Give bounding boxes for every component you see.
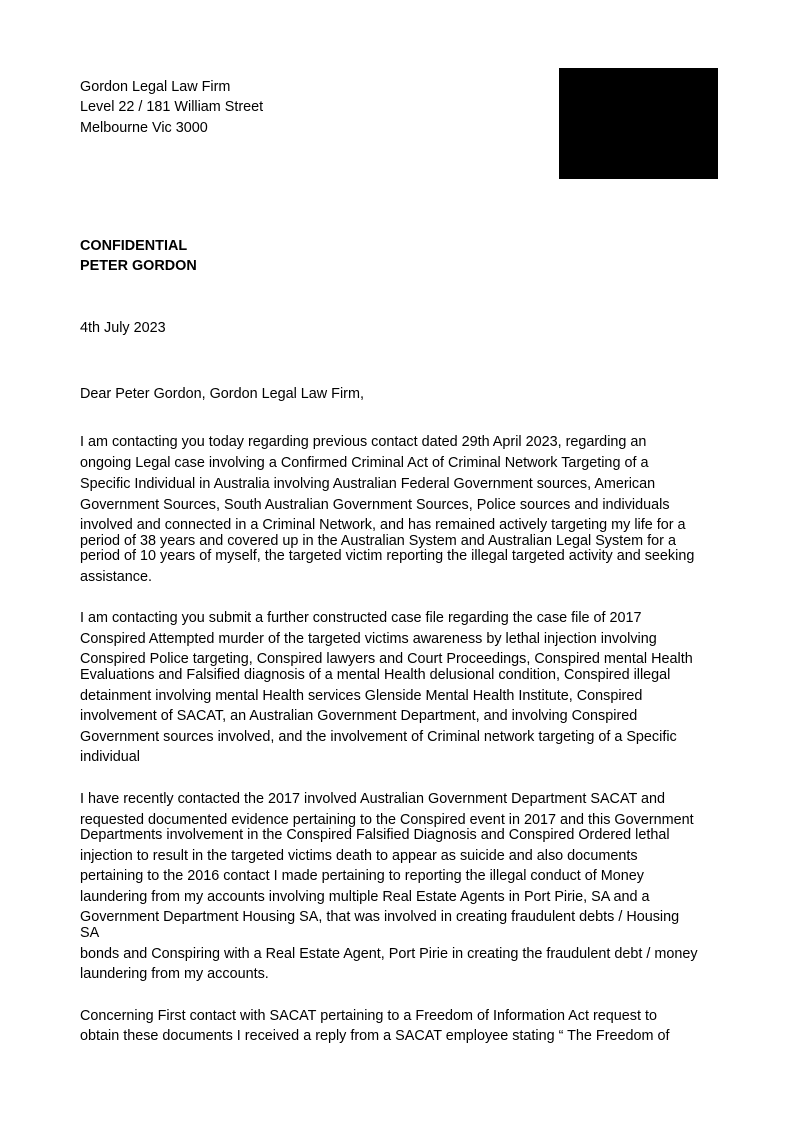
salutation: Dear Peter Gordon, Gordon Legal Law Firm, bbox=[80, 386, 364, 402]
paragraph-line: Government Sources, South Australian Government Sources, Police sources and individuals bbox=[80, 497, 670, 513]
paragraph-line: Government sources involved, and the involvement of Criminal network targeting of a Specific bbox=[80, 729, 677, 745]
paragraph-line: individual bbox=[80, 749, 141, 765]
recipient-address-line-1: Gordon Legal Law Firm bbox=[80, 79, 231, 95]
paragraph-line: laundering from my accounts. bbox=[80, 966, 269, 982]
paragraph-line: I have recently contacted the 2017 involved Australian Government Department SACAT and bbox=[80, 791, 666, 807]
paragraph-line: SA bbox=[80, 925, 100, 941]
paragraph-line: laundering from my accounts involving multiple Real Estate Agents in Port Pirie, SA and a bbox=[80, 889, 650, 905]
recipient-address-line-3: Melbourne Vic 3000 bbox=[80, 120, 208, 136]
paragraph-line: Departments involvement in the Conspired Falsified Diagnosis and Conspired Ordered lethal bbox=[80, 827, 670, 843]
paragraph-line: Concerning First contact with SACAT pertaining to a Freedom of Information Act request to bbox=[80, 1008, 657, 1024]
letter-date: 4th July 2023 bbox=[80, 320, 166, 336]
paragraph-line: I am contacting you submit a further constructed case file regarding the case file of 2017 bbox=[80, 610, 642, 626]
paragraph-line: Government Department Housing SA, that was involved in creating fraudulent debts / Housing bbox=[80, 909, 680, 925]
paragraph-line: Evaluations and Falsified diagnosis of a mental Health delusional condition, Conspired illegal bbox=[80, 667, 671, 683]
paragraph-line: Specific Individual in Australia involving Australian Federal Government sources, American bbox=[80, 476, 656, 492]
paragraph-line: I am contacting you today regarding previous contact dated 29th April 2023, regarding an bbox=[80, 434, 647, 450]
paragraph-line: period of 38 years and covered up in the Australian System and Australian Legal System for a bbox=[80, 533, 676, 549]
paragraph-line: assistance. bbox=[80, 569, 152, 585]
paragraph-line: Conspired Police targeting, Conspired lawyers and Court Proceedings, Conspired mental Health bbox=[80, 651, 693, 667]
paragraph-line: involved and connected in a Criminal Network, and has remained actively targeting my life for a bbox=[80, 517, 686, 533]
paragraph-line: injection to result in the targeted victims death to appear as suicide and also documents bbox=[80, 848, 638, 864]
paragraph-line: pertaining to the 2016 contact I made pertaining to reporting the illegal conduct of Money bbox=[80, 868, 644, 884]
paragraph-line: involvement of SACAT, an Australian Government Department, and involving Conspired bbox=[80, 708, 638, 724]
paragraph-line: obtain these documents I received a reply from a SACAT employee stating “ The Freedom of bbox=[80, 1028, 670, 1044]
paragraph-line: period of 10 years of myself, the targeted victim reporting the illegal targeted activity and seeking bbox=[80, 548, 695, 564]
paragraph-line: detainment involving mental Health services Glenside Mental Health Institute, Conspired bbox=[80, 688, 643, 704]
paragraph-line: bonds and Conspiring with a Real Estate Agent, Port Pirie in creating the fraudulent debt / money bbox=[80, 946, 698, 962]
paragraph-line: ongoing Legal case involving a Confirmed Criminal Act of Criminal Network Targeting of a bbox=[80, 455, 649, 471]
recipient-name-heading: PETER GORDON bbox=[80, 258, 197, 274]
recipient-address-line-2: Level 22 / 181 William Street bbox=[80, 99, 264, 115]
paragraph-line: Conspired Attempted murder of the targeted victims awareness by lethal injection involving bbox=[80, 631, 657, 647]
paragraph-line: requested documented evidence pertaining to the Conspired event in 2017 and this Government bbox=[80, 812, 694, 828]
redacted-logo-block bbox=[559, 68, 718, 179]
confidential-heading: CONFIDENTIAL bbox=[80, 238, 188, 254]
